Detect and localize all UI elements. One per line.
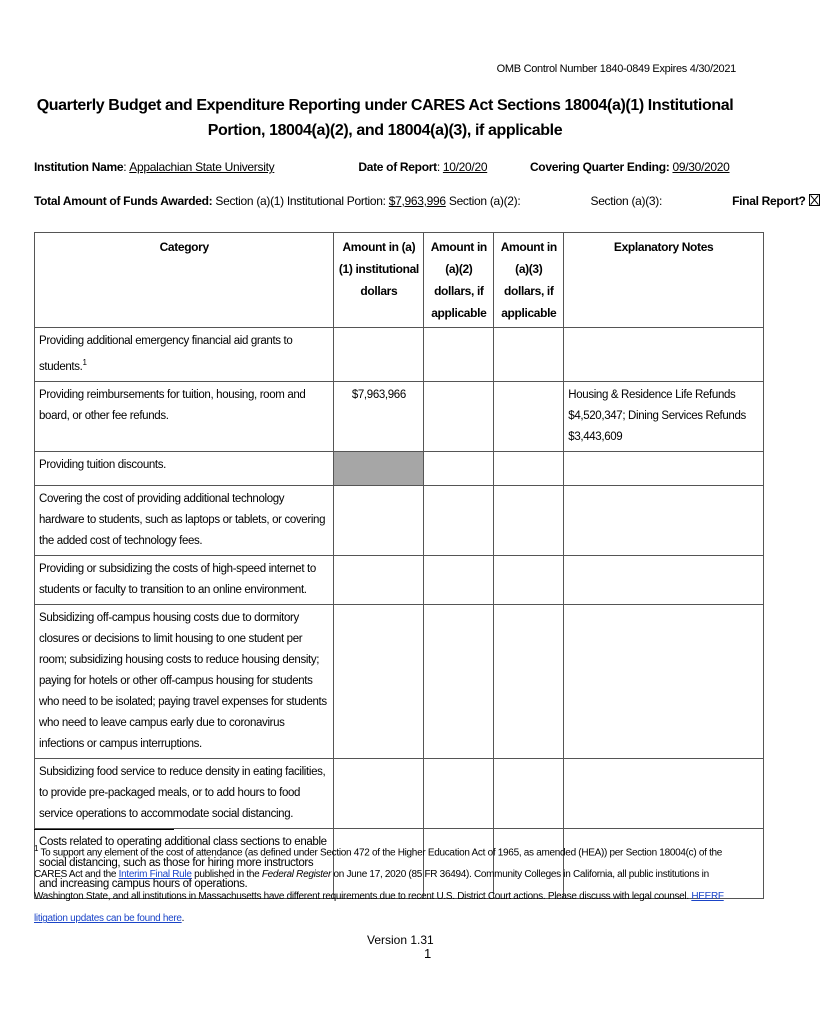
amount-a1-cell-shaded <box>334 451 424 485</box>
notes-cell[interactable] <box>564 555 764 604</box>
amount-a1-cell[interactable]: $7,963,966 <box>334 381 424 451</box>
amount-a3-cell[interactable] <box>494 381 564 451</box>
table-row <box>35 604 764 758</box>
total-funds-label: Total Amount of Funds Awarded: <box>34 194 213 208</box>
footnote-text-2: published in the <box>194 869 260 881</box>
section-a1-label: Section (a)(1) Institutional Portion: <box>215 194 386 208</box>
amount-a3-cell[interactable] <box>494 485 564 555</box>
table-header-row <box>35 233 764 328</box>
footnote-text-3: on June 17, 2020 (85 FR 36494). Community Colleges in California, all public institutions in Washington State, and all institutions in Massachusetts have different requirements due to recent U.S. District Court actions. Please discuss with legal counsel. <box>34 869 709 903</box>
category-cell: Subsidizing food service to reduce density in eating facilities, to provide pre-packaged meals, or to add hours to food service operations to accommodate social distancing. <box>35 758 334 828</box>
amount-a3-cell[interactable] <box>494 328 564 382</box>
version-label: Version 1.31 <box>367 933 434 947</box>
footnote-end: . <box>181 913 185 925</box>
date-label: Date of Report <box>358 160 437 174</box>
final-report-checkbox[interactable] <box>809 194 820 206</box>
amount-a1-cell[interactable] <box>334 555 424 604</box>
table-row <box>35 555 764 604</box>
notes-cell[interactable]: Housing & Residence Life Refunds $4,520,347; Dining Services Refunds $3,443,609 <box>564 381 764 451</box>
header-category: Category <box>35 233 334 328</box>
institution-label: Institution Name <box>34 160 124 174</box>
footnote-marker: 1 <box>82 358 87 367</box>
category-cell: Providing or subsidizing the costs of high-speed internet to students or faculty to transition to an online environment. <box>35 555 334 604</box>
amount-a3-cell[interactable] <box>494 555 564 604</box>
notes-cell[interactable] <box>564 451 764 485</box>
category-cell: Providing reimbursements for tuition, housing, room and board, or other fee refunds. <box>35 381 334 451</box>
amount-a3-cell[interactable] <box>494 451 564 485</box>
section-a2-label: Section (a)(2): <box>448 194 521 208</box>
section-a3-label: Section (a)(3): <box>590 194 663 208</box>
budget-table <box>34 232 764 899</box>
notes-cell[interactable] <box>564 604 764 758</box>
notes-cell[interactable] <box>564 485 764 555</box>
header-amount-a3: Amount in (a)(3) dollars, if applicable <box>494 233 564 328</box>
header-notes: Explanatory Notes <box>564 233 764 328</box>
table-row <box>35 381 764 451</box>
header-amount-a2: Amount in (a)(2) dollars, if applicable <box>424 233 494 328</box>
amount-a3-cell[interactable] <box>494 758 564 828</box>
amount-a2-cell[interactable] <box>424 758 494 828</box>
amount-a1-cell[interactable] <box>334 485 424 555</box>
footnote-divider <box>34 829 174 830</box>
amount-a2-cell[interactable] <box>424 555 494 604</box>
footnote-number: 1 <box>34 844 39 853</box>
amount-a3-cell[interactable] <box>494 604 564 758</box>
institution-line: Institution Name: Appalachian State University Date of Report: 10/20/20 Covering Quarter Ending: 09/30/2020 <box>34 160 730 174</box>
category-cell: Providing tuition discounts. <box>35 451 334 485</box>
page-number: 1 <box>424 946 432 961</box>
interim-final-rule-link[interactable]: Interim Final Rule <box>118 869 192 881</box>
footnote <box>34 838 746 930</box>
category-cell: Providing additional emergency financial aid grants to students.$^1$ <box>35 328 334 382</box>
category-cell: Subsidizing off-campus housing costs due to dormitory closures or decisions to limit housing to one student per room; subsidizing housing costs to reduce housing density; paying for hotels or other off-campus housing for students who need to be isolated; paying travel expenses for students who need to leave campus early due to coronavirus infections or campus interruptions. <box>35 604 334 758</box>
amount-a2-cell[interactable] <box>424 485 494 555</box>
funds-line <box>34 194 820 208</box>
footnote-text-1: To support any element of the cost of attendance (as defined under Section 472 of the Higher Education Act of 1965, as amended (HEA)) per Section 18004(c) of the CARES Act and the <box>34 847 723 881</box>
quarter-value: 09/30/2020 <box>672 160 730 174</box>
amount-a1-cell[interactable] <box>334 758 424 828</box>
table-row <box>35 451 764 485</box>
section-a1-value: $7,963,996 <box>388 194 446 208</box>
amount-a2-cell[interactable] <box>424 328 494 382</box>
omb-control-number: OMB Control Number 1840-0849 Expires 4/30/2021 <box>496 63 736 75</box>
header-amount-a1: Amount in (a)(1) institutional dollars <box>334 233 424 328</box>
date-value: 10/20/20 <box>442 160 488 174</box>
category-cell: Costs related to operating additional class sections to enable social distancing, such as those for hiring more instructors and increasing campus hours of operations. <box>35 828 334 898</box>
federal-register-text: Federal Register <box>261 869 331 881</box>
form-title: Quarterly Budget and Expenditure Reporting under CARES Act Sections 18004(a)(1) Institutional Portion, 18004(a)(2), and 18004(a)(3), if applicable <box>36 97 734 139</box>
notes-cell[interactable] <box>564 758 764 828</box>
quarter-label: Covering Quarter Ending: <box>529 160 670 174</box>
final-report-label: Final Report? <box>732 194 806 208</box>
heerf-litigation-link[interactable]: HEERF litigation updates can be found here <box>34 891 724 925</box>
notes-cell[interactable] <box>564 328 764 382</box>
category-cell: Covering the cost of providing additional technology hardware to students, such as laptops or tablets, or covering the added cost of technology fees. <box>35 485 334 555</box>
amount-a1-cell[interactable] <box>334 328 424 382</box>
amount-a2-cell[interactable] <box>424 451 494 485</box>
amount-a1-cell[interactable] <box>334 604 424 758</box>
table-row <box>35 328 764 382</box>
table-row <box>35 485 764 555</box>
institution-value: Appalachian State University <box>129 160 275 174</box>
amount-a2-cell[interactable] <box>424 381 494 451</box>
table-row <box>35 758 764 828</box>
amount-a2-cell[interactable] <box>424 604 494 758</box>
